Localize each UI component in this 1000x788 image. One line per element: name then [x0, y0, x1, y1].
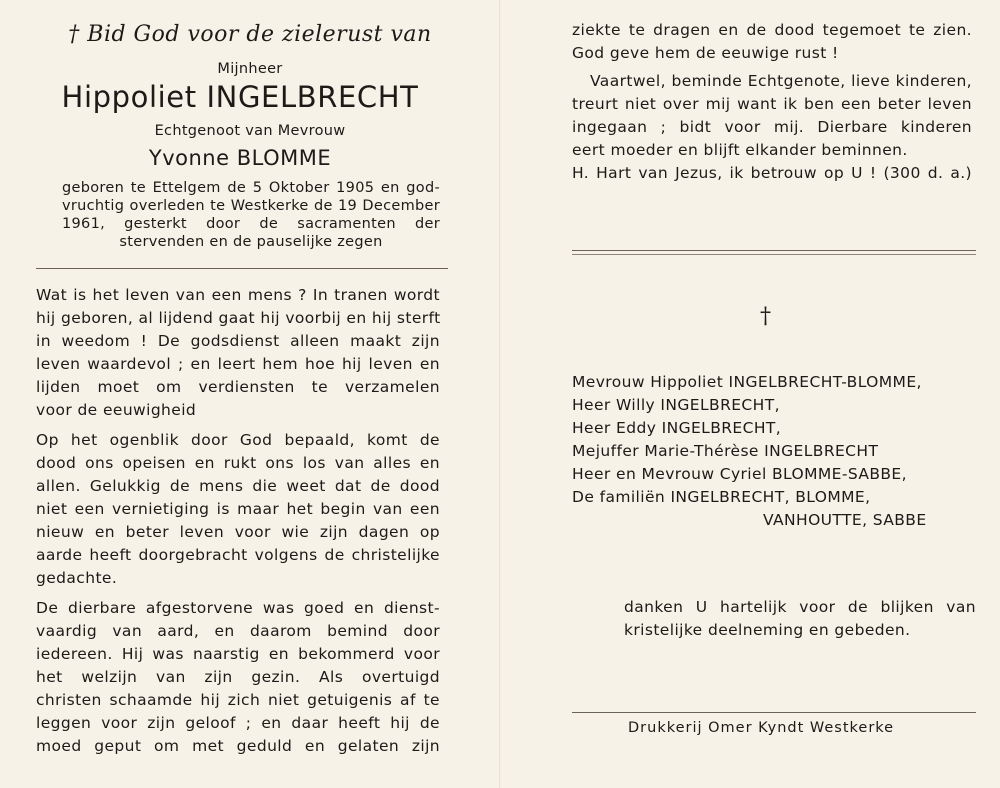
cross-icon: †	[760, 304, 771, 329]
deceased-name: Hippoliet INGELBRECHT	[61, 80, 419, 114]
family-line: Mevrouw Hippoliet INGELBRECHT-BLOMME,	[572, 373, 922, 391]
text-line: niet een vernietiging is maar het begin van een	[36, 500, 440, 518]
text-line: allen. Gelukkig de mens die weet dat de dood	[36, 477, 440, 495]
family-line: De familiën INGELBRECHT, BLOMME,	[572, 488, 871, 506]
text-line: leven waardevol ; en leert hem hoe hij leven en	[36, 355, 440, 373]
text-line: De dierbare afgestorvene was goed en dienst-	[36, 599, 440, 617]
text-line: H. Hart van Jezus, ik betrouw op U ! (300 d. a.)	[572, 164, 972, 182]
text-line: treurt niet over mij want ik ben een beter leven	[572, 95, 972, 113]
family-line: Mejuffer Marie-Thérèse INGELBRECHT	[572, 442, 879, 460]
family-line: Heer en Mevrouw Cyriel BLOMME-SABBE,	[572, 465, 907, 483]
spouse-label: Echtgenoot van Mevrouw	[154, 123, 346, 139]
text-line: eert moeder en blijft elkander beminnen.	[572, 141, 908, 159]
divider	[572, 250, 976, 251]
prayer-heading: † Bid God voor de zielerust van	[68, 22, 432, 47]
text-line: God geve hem de eeuwige rust !	[572, 44, 839, 62]
text-line: hij geboren, al lijdend gaat hij voorbij en hij sterft	[36, 309, 441, 327]
text-line: danken U hartelijk voor de blijken van	[624, 598, 976, 616]
family-line: Heer Willy INGELBRECHT,	[572, 396, 780, 414]
family-line: Heer Eddy INGELBRECHT,	[572, 419, 782, 437]
text-line: dood ons opeisen en rukt ons los van alles en	[36, 454, 440, 472]
text-line: ziekte te dragen en de dood tegemoet te zien.	[572, 21, 972, 39]
bio-line: vruchtig overleden te Westkerke de 19 December	[62, 198, 440, 214]
right-page	[500, 0, 1000, 788]
text-line: leggen voor zijn geloof ; en daar heeft hij de	[36, 714, 440, 732]
text-line: in weedom ! De godsdienst alleen maakt zijn	[36, 332, 440, 350]
divider	[572, 712, 976, 713]
family-line: VANHOUTTE, SABBE	[763, 511, 927, 529]
spouse-name: Yvonne BLOMME	[148, 146, 332, 170]
divider	[36, 268, 448, 269]
text-line: het welzijn van zijn gezin. Als overtuigd	[36, 668, 440, 686]
bio-line: 1961, gesterkt door de sacramenten der	[62, 216, 440, 232]
text-line: moed geput om met geduld en gelaten zijn	[36, 737, 440, 755]
text-line: voor de eeuwigheid	[36, 401, 197, 419]
text-line: kristelijke deelneming en gebeden.	[624, 621, 911, 639]
text-line: aarde heeft doorgebracht volgens de christelijke	[36, 546, 440, 564]
honorific: Mijnheer	[217, 61, 283, 77]
text-line: ingegaan ; bidt voor mij. Dierbare kinderen	[572, 118, 972, 136]
text-line: nieuw en beter leven voor wie zijn dagen op	[36, 523, 440, 541]
text-line: vaardig van aard, en daarom bemind door	[36, 622, 440, 640]
text-line: gedachte.	[36, 569, 118, 587]
text-line: iedereen. Hij was naarstig en bekommerd voor	[36, 645, 440, 663]
bio-line: stervenden en de pauselijke zegen	[119, 234, 383, 250]
divider	[572, 254, 976, 255]
text-line: christen schaamde hij zich niet getuigenis af te	[36, 691, 440, 709]
text-line: lijden moet om verdiensten te verzamelen	[36, 378, 440, 396]
bio-line: geboren te Ettelgem de 5 Oktober 1905 en god-	[62, 180, 440, 196]
text-line: Vaartwel, beminde Echtgenote, lieve kinderen,	[590, 72, 972, 90]
text-line: Op het ogenblik door God bepaald, komt de	[36, 431, 440, 449]
text-line: Wat is het leven van een mens ? In tranen wordt	[36, 286, 440, 304]
printer-credit: Drukkerij Omer Kyndt Westkerke	[628, 720, 895, 736]
